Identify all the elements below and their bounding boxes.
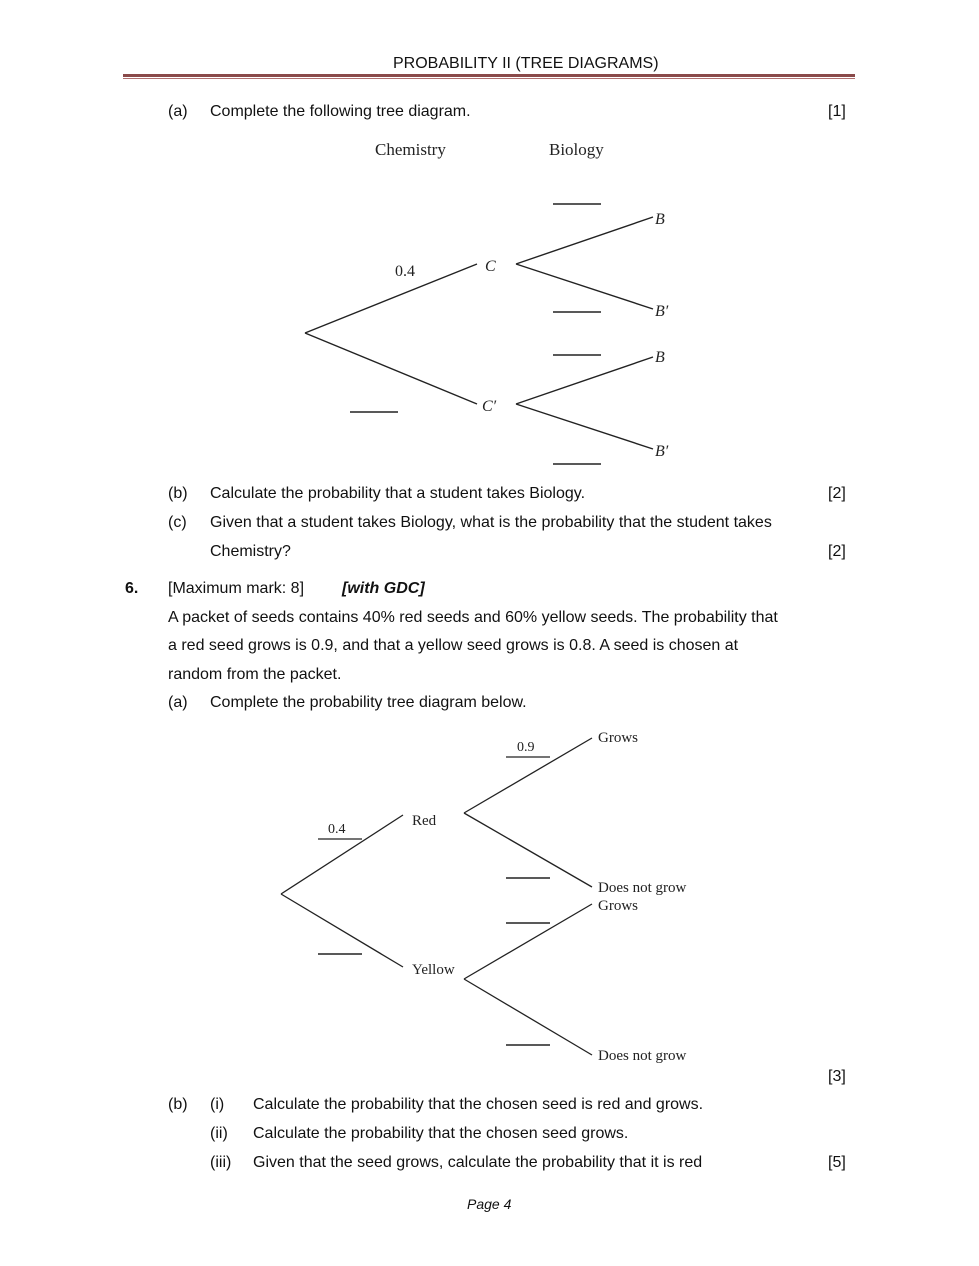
q5a-text: Complete the following tree diagram. [210,103,471,120]
tree1-leaf-b-1: B [655,211,665,228]
q6b-ii-text: Calculate the probability that the chosen seed grows. [253,1125,629,1142]
tree1-node-c: C [485,258,496,275]
q5b-mark: [2] [828,485,846,502]
q6b-label: (b) [168,1096,188,1113]
q6-intro-line1: A packet of seeds contains 40% red seeds and 60% yellow seeds. The probability that [168,609,778,626]
seed-growth-tree [0,720,979,1070]
tree2-leaf-notgrow-1: Does not grow [598,880,687,896]
tree2-node-yellow: Yellow [412,962,455,978]
q6-intro-line2: a red seed grows is 0.9, and that a yellow seed grows is 0.8. A seed is chosen at [168,637,739,654]
q6-max-mark: [Maximum mark: 8] [168,580,305,597]
q6b-i-label: (i) [210,1096,225,1113]
tree1-prob-c: 0.4 [395,263,415,280]
q6b-i-text: Calculate the probability that the chosen seed is red and grows. [253,1096,704,1113]
q6b-ii-label: (ii) [210,1125,228,1142]
q5c-label: (c) [168,514,187,531]
tree2-prob-red: 0.4 [328,822,346,837]
page-header-title: PROBABILITY II (TREE DIAGRAMS) [393,55,659,72]
q6b-iii-label: (iii) [210,1154,232,1171]
q5c-text-line1: Given that a student takes Biology, what is the probability that the student takes [210,514,772,531]
tree2-prob-red-grows: 0.9 [517,740,535,755]
q5a-mark: [1] [828,103,846,120]
tree1-header-biology: Biology [549,140,604,159]
q5b-label: (b) [168,485,188,502]
q6-number: 6. [125,580,139,597]
q6-intro-line3: random from the packet. [168,666,342,683]
header-rule [123,74,855,77]
tree1-leaf-bprime-1: B′ [655,303,669,320]
tree1-header-chemistry: Chemistry [375,140,446,159]
tree2-leaf-grows-1: Grows [598,730,638,746]
tree2-leaf-notgrow-2: Does not grow [598,1048,687,1064]
q5b-text: Calculate the probability that a student takes Biology. [210,485,586,502]
q6b-iii-text: Given that the seed grows, calculate the probability that it is red [253,1154,703,1171]
q5c-mark: [2] [828,543,846,560]
q5a-label: (a) [168,103,188,120]
page-number: Page 4 [467,1196,512,1212]
tree1-node-cprime: C′ [482,398,497,415]
q6a-mark: [3] [828,1068,846,1085]
q6a-label: (a) [168,694,188,711]
tree1-leaf-bprime-2: B′ [655,443,669,460]
header-rule-thin [123,78,855,79]
q6a-text: Complete the probability tree diagram below. [210,694,527,711]
q5c-text-line2: Chemistry? [210,543,291,560]
q6b-mark: [5] [828,1154,846,1171]
chemistry-biology-tree [0,135,979,475]
tree2-leaf-grows-2: Grows [598,898,638,914]
q6-gdc-note: [with GDC] [342,580,425,597]
tree2-node-red: Red [412,813,437,829]
tree1-leaf-b-2: B [655,349,665,366]
